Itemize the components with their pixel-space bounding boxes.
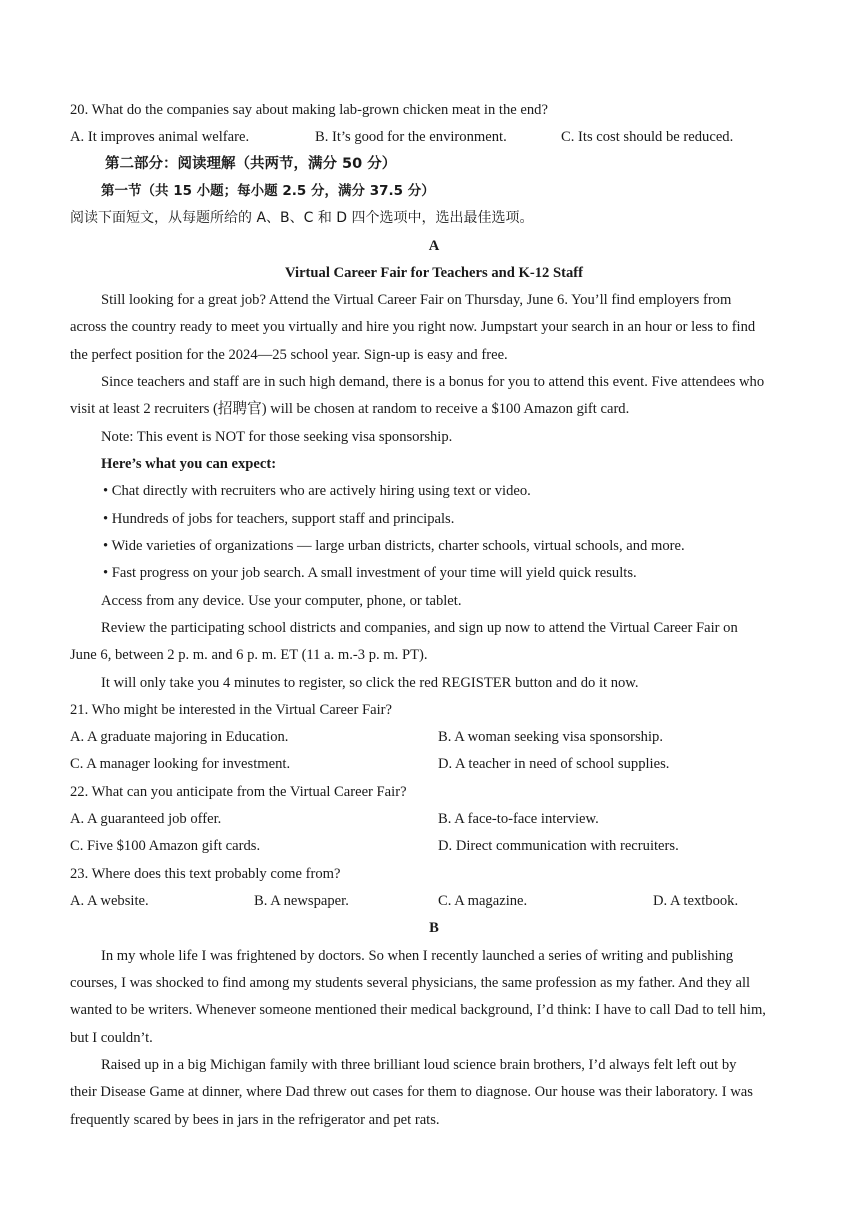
passage-a-line: Since teachers and staff are in such high demand, there is a bonus for you to attend this event. Five attendees who [101, 374, 765, 390]
q21-option-b: B. A woman seeking visa sponsorship. [438, 729, 663, 745]
q22-option-c: C. Five $100 Amazon gift cards. [70, 838, 261, 854]
passage-a-line: June 6, between 2 p. m. and 6 p. m. ET (11 a. m.-3 p. m. PT). [70, 647, 428, 663]
passage-a-line: the perfect position for the 2024—25 school year. Sign-up is easy and free. [70, 347, 508, 363]
passage-a-letter: A [428, 238, 440, 254]
passage-a-note: Note: This event is NOT for those seeking visa sponsorship. [101, 429, 453, 445]
section-instruction: 阅读下面短文，从每题所给的 A、B、C 和 D 四个选项中，选出最佳选项。 [70, 210, 534, 226]
passage-b-line: courses, I was shocked to find among my students several physicians, the same profession as my father. And they all [70, 975, 751, 991]
q21-option-c: C. A manager looking for investment. [70, 756, 291, 772]
q23-option-d: D. A textbook. [653, 893, 739, 909]
passage-a-line: visit at least 2 recruiters (招聘官) will be chosen at random to receive a $100 Amazon gift card. [70, 401, 630, 417]
expect-bullet: • Hundreds of jobs for teachers, support staff and principals. [103, 511, 455, 527]
expect-heading: Here’s what you can expect: [101, 456, 277, 472]
expect-bullet: • Chat directly with recruiters who are actively hiring using text or video. [103, 483, 531, 499]
passage-a-register: It will only take you 4 minutes to register, so click the red REGISTER button and do it now. [101, 675, 639, 691]
passage-b-line: In my whole life I was frightened by doctors. So when I recently launched a series of writing and publishing [101, 948, 734, 964]
passage-a-title: Virtual Career Fair for Teachers and K-12 Staff [285, 265, 583, 281]
q22-option-b: B. A face-to-face interview. [438, 811, 599, 827]
passage-a-access: Access from any device. Use your computer, phone, or tablet. [101, 593, 462, 609]
q23-option-c: C. A magazine. [438, 893, 528, 909]
passage-b-line: wanted to be writers. Whenever someone mentioned their medical background, I’d think: I have to call Dad to tell him, [70, 1002, 766, 1018]
passage-a-line: Review the participating school districts and companies, and sign up now to attend the Virtual Career Fair on [101, 620, 738, 636]
section1-title: 第一节（共 15 小题；每小题 2.5 分，满分 37.5 分） [101, 183, 435, 199]
q20-option-a: A. It improves animal welfare. [70, 129, 250, 145]
passage-b-letter: B [429, 920, 439, 936]
passage-a-line: Still looking for a great job? Attend the Virtual Career Fair on Thursday, June 6. You’ll find employers from [101, 292, 732, 308]
part2-title: 第二部分：阅读理解（共两节，满分 50 分） [105, 156, 397, 172]
q22-stem: 22. What can you anticipate from the Virtual Career Fair? [70, 784, 407, 800]
expect-bullet: • Wide varieties of organizations — large urban districts, charter schools, virtual schools, and more. [103, 538, 685, 554]
passage-b-line: their Disease Game at dinner, where Dad threw out cases for them to diagnose. Our house was their laboratory. I was [70, 1084, 753, 1100]
q20-option-c: C. Its cost should be reduced. [561, 129, 734, 145]
expect-bullet: • Fast progress on your job search. A small investment of your time will yield quick results. [103, 565, 637, 581]
q21-stem: 21. Who might be interested in the Virtual Career Fair? [70, 702, 392, 718]
passage-b-line: Raised up in a big Michigan family with three brilliant loud science brain brothers, I’d always felt left out by [101, 1057, 737, 1073]
q22-option-a: A. A guaranteed job offer. [70, 811, 222, 827]
q23-option-b: B. A newspaper. [254, 893, 349, 909]
q20-stem: 20. What do the companies say about making lab-grown chicken meat in the end? [70, 102, 548, 118]
q23-option-a: A. A website. [70, 893, 149, 909]
q21-option-d: D. A teacher in need of school supplies. [438, 756, 670, 772]
passage-b-line: but I couldn’t. [70, 1030, 153, 1046]
q20-option-b: B. It’s good for the environment. [315, 129, 507, 145]
passage-a-line: across the country ready to meet you virtually and hire you right now. Jumpstart your search in an hour or less to find [70, 319, 756, 335]
q21-option-a: A. A graduate majoring in Education. [70, 729, 289, 745]
q22-option-d: D. Direct communication with recruiters. [438, 838, 679, 854]
passage-b-line: frequently scared by bees in jars in the refrigerator and pet rats. [70, 1112, 440, 1128]
q23-stem: 23. Where does this text probably come from? [70, 866, 341, 882]
